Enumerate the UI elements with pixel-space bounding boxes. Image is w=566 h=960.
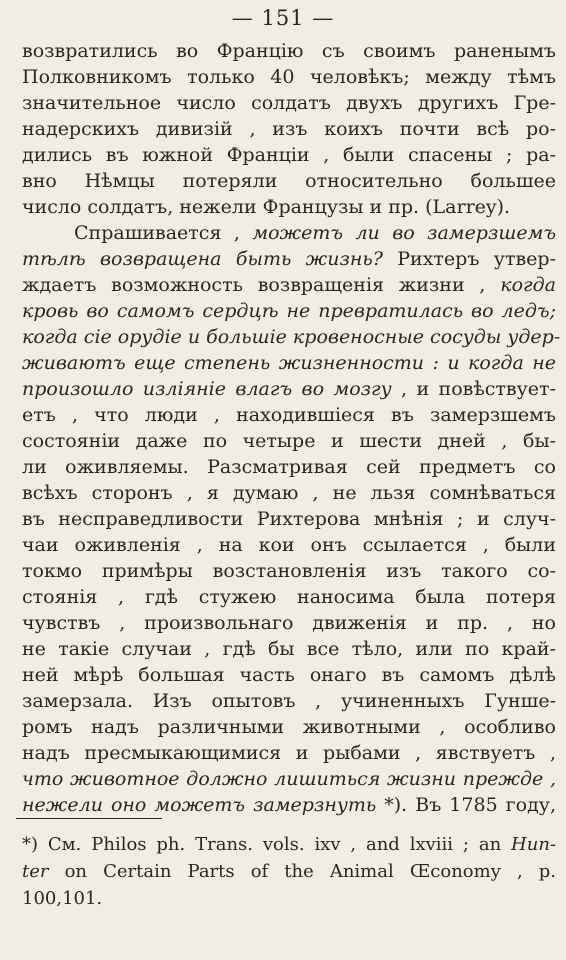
footnote-line [22,888,556,909]
text-line-segment: чаи оживленія , на кои онъ ссылается , были [22,534,556,556]
text-line-segment: состояніи даже по четыре и шести дней , бы- [22,430,556,452]
text-line-segment: токмо примѣры возстановленія изъ такого со- [22,560,556,582]
text-line-segment: *). Въ 1785 году, [376,794,556,816]
text-line [22,222,556,244]
text-line [22,430,556,452]
text-line [22,716,556,738]
text-line [22,170,556,192]
text-line-segment: произошло изліяніе влагъ во мозгу [22,378,392,400]
text-line-segment: всѣхъ сторонъ , я думаю , не льзя сомнѣваться [22,482,556,504]
text-line [22,274,556,296]
text-line [22,248,556,270]
text-line [22,40,556,62]
text-line [22,664,556,686]
text-line [22,66,556,88]
text-line-segment: число солдатъ, нежели Французы и пр. (Larrey). [22,196,511,218]
text-line-segment: ней мѣрѣ большая часть онаго въ самомъ дѣлѣ [22,664,556,686]
text-line-segment: тѣлѣ возвращена быть жизнь? [22,248,383,270]
text-line [22,560,556,582]
text-line-segment: въ несправедливости Рихтерова мнѣнія ; и случ- [22,508,556,530]
text-line-segment: замерзала. Изъ опытовъ , учиненныхъ Гунше- [22,690,556,712]
footnote-line [22,834,556,855]
text-line [22,300,556,322]
text-line [22,456,556,478]
text-line-segment: живаютъ еще степень жизненности : и когда не [22,352,556,374]
text-line-segment: надерскихъ дивизій , изъ коихъ почти всѣ ро- [22,118,556,140]
text-line-segment: нежели оно можетъ замерзнуть [22,794,377,816]
text-line [22,742,556,764]
text-line [22,794,556,816]
text-line [22,92,556,114]
text-line-segment: когда [500,274,556,296]
text-line [22,534,556,556]
footnote-rule [16,818,162,819]
footnote-line-segment: *) См. Philos ph. Trans. vols. ixv , and lxviii ; an [22,834,512,855]
footnote-line-segment: ter [22,861,49,882]
footnote-line [22,861,556,882]
text-line-segment: ромъ надъ различными животными , особливо [22,716,556,738]
footnote-line-segment: on Certain Parts of the Animal Œconomy , p. [48,861,556,882]
text-line-segment: можетъ ли во замерзшемъ [252,222,556,244]
text-line [22,196,556,218]
text-line-segment: кровь во самомъ сердцѣ не превратилась во ледъ; [22,300,556,322]
footnote-line-segment: 100,101. [22,888,103,909]
text-line [22,768,556,790]
text-line [22,482,556,504]
text-line-segment: значительное число солдатъ двухъ другихъ Гре- [22,92,556,114]
text-line-segment: , и повѣствует- [391,378,556,400]
text-line-segment: Рихтеръ утвер- [382,248,556,270]
text-line [22,404,556,426]
text-line [22,508,556,530]
text-line [22,144,556,166]
text-line-segment: дились въ южной Франціи , были спасены ; ра- [22,144,556,166]
text-line-segment: Полковникомъ только 40 человѣкъ; между тѣмъ [22,66,556,88]
text-line [22,352,556,374]
text-line-segment: надъ пресмыкающимися и рыбами , явствуетъ , [22,742,556,764]
text-line [22,638,556,660]
page-number-header: — 151 — [231,6,335,30]
text-line-segment: чувствъ , произвольнаго движенія и пр. , но [22,612,556,634]
text-line [22,586,556,608]
text-line-segment: возвратились во Францію съ своимъ раненымъ [22,40,556,62]
text-line-segment: ждаетъ возможность возвращенія жизни , [22,274,501,296]
text-line-segment: стоянія , гдѣ стужею наносима была потеря [22,586,556,608]
text-line [22,690,556,712]
text-line [22,118,556,140]
text-line-segment: етъ , что люди , находившіеся въ замерзшемъ [22,404,556,426]
text-line-segment: ли оживляемы. Разсматривая сей предметъ со [22,456,556,478]
text-line [22,326,561,348]
text-line-segment: не такіе случаи , гдѣ бы все тѣло, или по край- [22,638,556,660]
footnote-line-segment: Hun- [511,834,556,855]
text-line [22,612,556,634]
text-line-segment: вно Нѣмцы потеряли относительно большее [22,170,556,192]
text-line-segment: когда сіе орудіе и большіе кровеносные сосуды удер- [22,326,561,348]
text-line-segment: что животное должно лишиться жизни прежде , [22,768,556,790]
text-line [22,378,556,400]
text-line-segment: Спрашивается , [74,222,253,244]
